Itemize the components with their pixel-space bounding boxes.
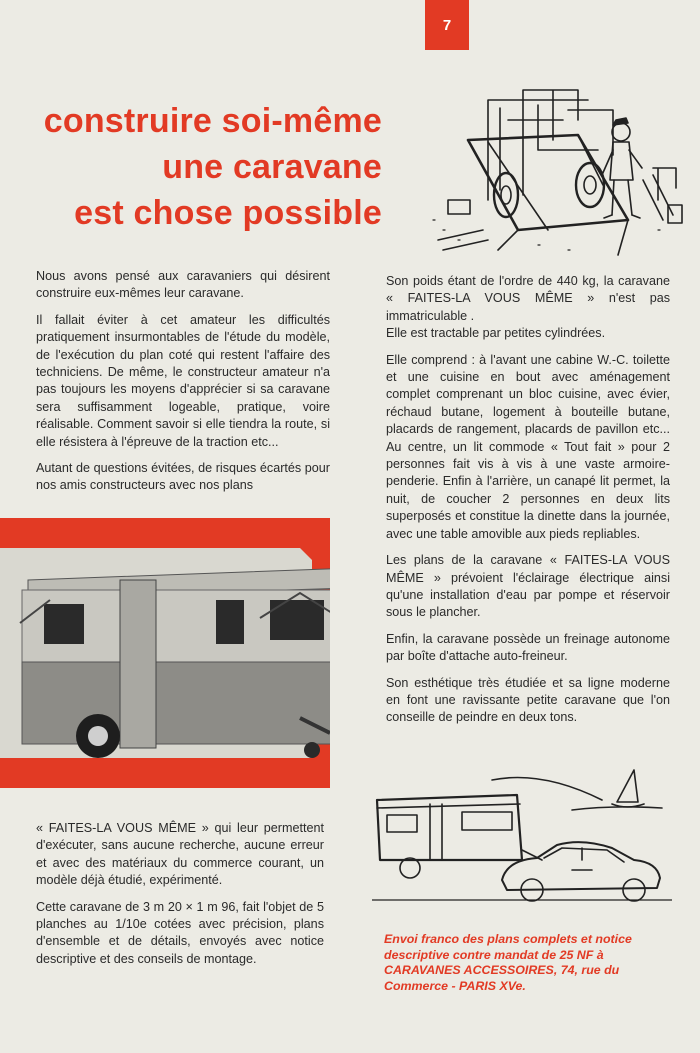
details-paragraph-1: Son poids étant de l'ordre de 440 kg, la caravane « FAITES-LA VOUS MÊME » n'est pas immatriculable . xyxy=(386,274,670,323)
intro-paragraph-3: Autant de questions évitées, de risques écartés pour nos amis constructeurs avec nos plans xyxy=(36,461,330,493)
caravan-wheel xyxy=(76,714,120,758)
tools-and-planks xyxy=(438,168,682,250)
caravan-body xyxy=(20,568,330,748)
headline-line-2: une caravane xyxy=(162,148,382,186)
page-number xyxy=(425,0,469,50)
towing-sketch xyxy=(372,760,672,920)
wheels xyxy=(494,163,604,217)
order-note: Envoi franco des plans complets et notice descriptive contre mandat de 25 NF à CARAVANES ACCESSOIRES, 74, rue du Commerce - PARIS XVe. xyxy=(384,932,632,993)
headline-line-1: construire soi-même xyxy=(43,102,382,140)
scaffold-frame xyxy=(488,90,613,200)
plans-column xyxy=(36,820,324,977)
sketch-car xyxy=(502,842,660,901)
worker-figure xyxy=(602,118,642,218)
hill-line xyxy=(492,778,602,801)
chassis xyxy=(468,135,628,255)
details-paragraph-3: Les plans de la caravane « FAITES-LA VOUS MÊME » prévoient l'éclairage électrique ainsi qu'une installation d'eau par pompe et réservoir sous le plancher. xyxy=(386,553,670,620)
details-column xyxy=(386,273,670,736)
caravan-photo xyxy=(0,518,330,788)
details-paragraph-5: Son esthétique très étudiée et sa ligne moderne en font une ravissante petite caravane que l'on conseille de peindre en deux tons. xyxy=(386,675,670,725)
intro-paragraph-1: Nous avons pensé aux caravaniers qui désirent construire eux-mêmes leur caravane. xyxy=(36,269,330,301)
intro-paragraph-2: Il fallait éviter à cet amateur les difficultés pratiquement insurmontables de l'étude du modèle, de l'exécution du plan coté qui restent l'affaire des techniciens. De même, le constructeur amateur n'a pas toujours les moyens d'apprécier si sa caravane sera suffisamment logeable, pratique, voire réalisable. Comment savoir si elle tiendra la route, si elle résistera à l'épreuve de la traction etc... xyxy=(36,312,330,449)
page-number-text: 7 xyxy=(442,16,452,34)
headline xyxy=(30,98,382,236)
details-paragraph-2: Elle comprend : à l'avant une cabine W.-C. toilette et une cuisine en bout avec aménagement complet comprenant un bloc cuisine, avec évier, réchaud butane, logement à bouteille butane, placards de rangement, placards de pavillon etc... Au centre, un lit commode « Tout fait » pour 2 personnes fait vis à vis à une vaste armoire-penderie. Enfin à l'arrière, un canapé lit permet, la nuit, de coucher 2 personnes en deux lits superposés et constitue la dinette dans la journée, avec une table amovible aux pieds repliables. xyxy=(386,352,670,541)
details-paragraph-4: Enfin, la caravane possède un freinage autonome par boîte d'attache auto-freineur. xyxy=(386,631,670,664)
plans-paragraph-1: « FAITES-LA VOUS MÊME » qui leur permettent d'exécuter, sans aucune recherche, aucune erreur et avec des matériaux du commerce courant, un modèle déjà étudié, expérimenté. xyxy=(36,821,324,888)
headline-line-3: est chose possible xyxy=(74,194,382,232)
sailboat xyxy=(572,770,662,810)
intro-column xyxy=(36,268,330,504)
sketch-caravan xyxy=(377,795,542,878)
details-paragraph-1b: Elle est tractable par petites cylindrées. xyxy=(386,326,606,341)
plans-paragraph-2: Cette caravane de 3 m 20 × 1 m 96, fait l'objet de 5 planches au 1/10e cotées avec précision, plans d'ensemble et de détails, envoyés avec notice descriptive et des conseils de montage. xyxy=(36,899,324,966)
construction-sketch xyxy=(428,80,693,260)
